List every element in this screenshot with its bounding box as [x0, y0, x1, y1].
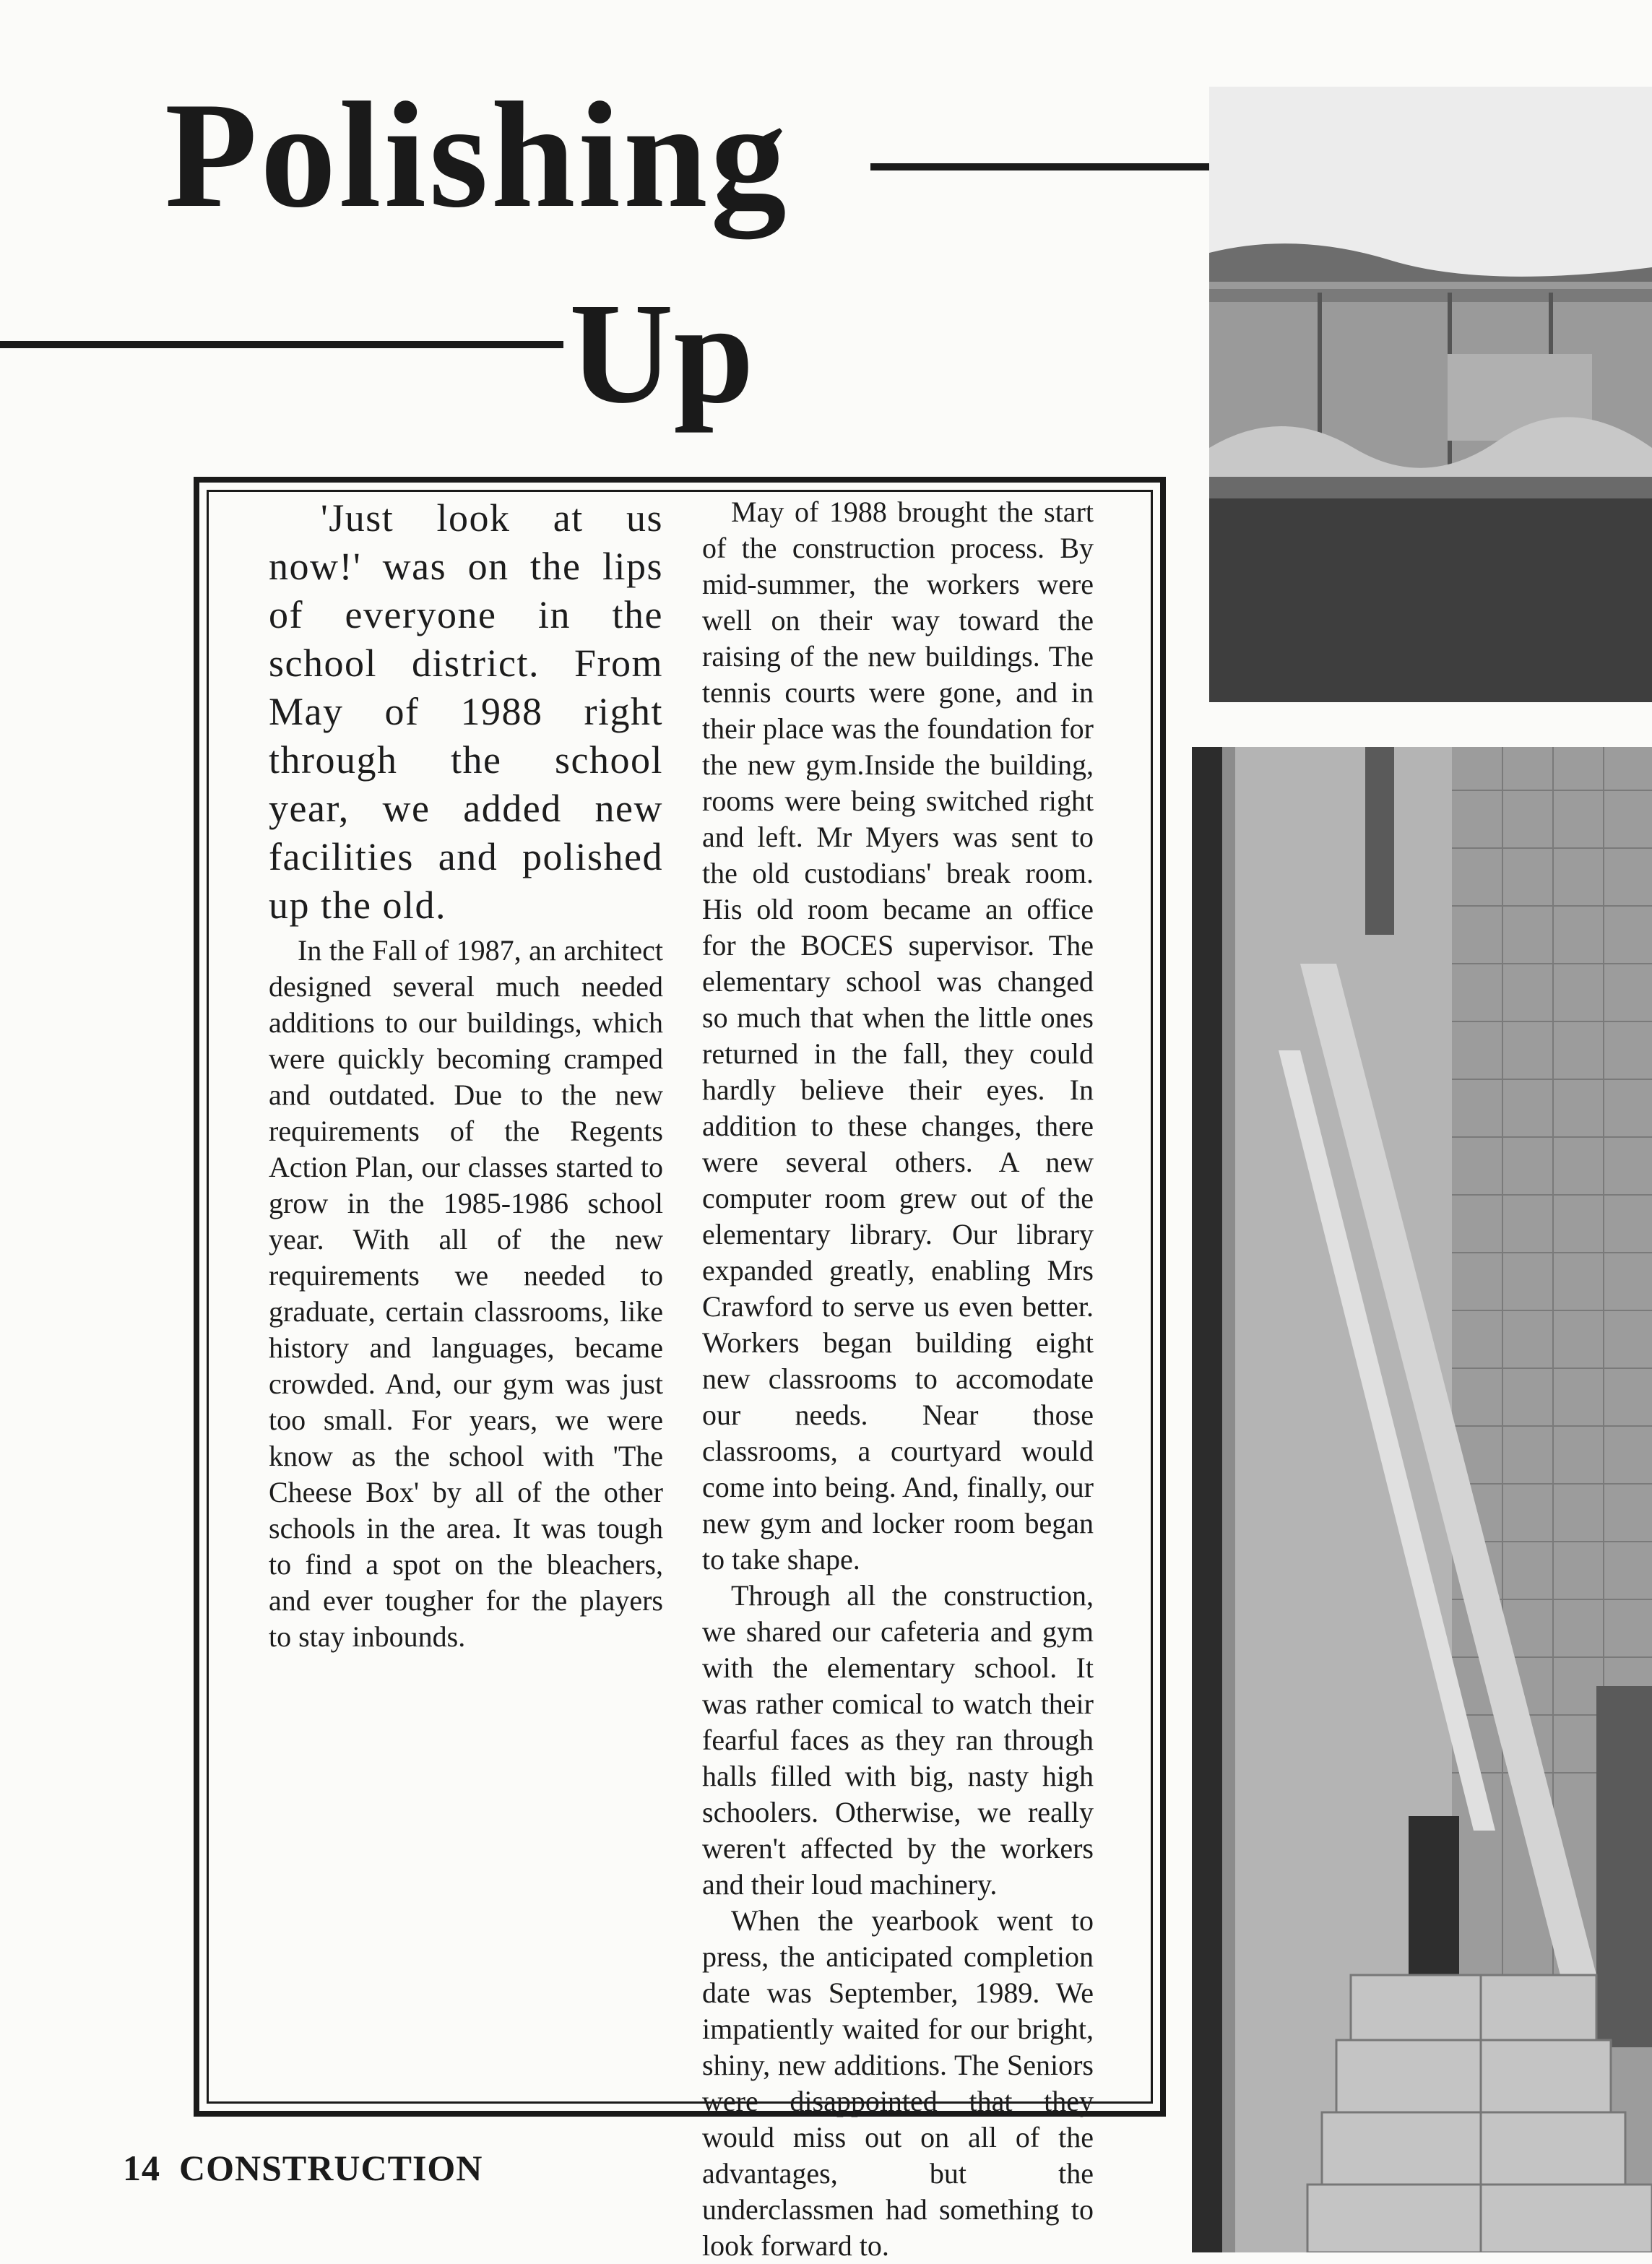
- article-paragraph: Through all the construction, we shared our cafeteria and gym with the elementary school. It was rather comical to watch their fearful faces as they ran through halls filled with big, nasty high schoolers. Otherwise, we really weren't affected by the workers and their loud machinery.: [702, 1579, 1094, 1901]
- article-paragraph: When the yearbook went to press, the anticipated completion date was September, 1989. We impatiently waited for our bright, shiny, new additions. The Seniors were disappointed that they would miss out on all of the advantages, but the underclassmen had something to look forward to.: [702, 1904, 1094, 2262]
- photo-building-exterior: [1209, 87, 1652, 702]
- article-box: [194, 477, 1166, 2262]
- title-word-up: Up: [569, 274, 754, 433]
- photo-gym-interior: [1192, 747, 1652, 2252]
- article-lead: 'Just look at us now!' was on the lips of everyone in the school district. From May of 1988 right through the school year, we added new facilities and polished up the old.: [269, 496, 663, 927]
- title-rule-left: [0, 341, 563, 348]
- section-label: CONSTRUCTION: [179, 2148, 483, 2188]
- article-column-right: [702, 494, 1094, 2264]
- article-paragraph: May of 1988 brought the start of the construction process. By mid-summer, the workers were well on their way toward the raising of the new buildings. The tennis courts were gone, and in their place was the foundation for the new gym.Inside the building, rooms were being switched right and left. Mr Myers was sent to the old custodians' break room. His old room became an office for the BOCES supervisor. The elementary school was changed so much that when the little ones returned in the fall, they could hardly believe their eyes. In addition to these changes, there were several others. A new computer room grew out of the elementary library. Our library expanded greatly, enabling Mrs Crawford to serve us even better. Workers began building eight new classrooms to accomodate our needs. Near those classrooms, a courtyard would come into being. And, finally, our new gym and locker room began to take shape.: [702, 496, 1094, 1576]
- page-footer: [123, 2147, 501, 2189]
- page-number: 14: [123, 2148, 160, 2188]
- article-paragraph: In the Fall of 1987, an architect designed several much needed additions to our buildings, which were quickly becoming cramped and outdated. Due to the new requirements of the Regents Action Plan, our classes started to grow in the 1985-1986 school year. With all of the new requirements we needed to graduate, certain classrooms, like history and languages, became crowded. And, our gym was just too small. For years, we were know as the school with 'The Cheese Box' by all of the other schools in the area. It was tough to find a spot on the bleachers, and ever tougher for the players to stay inbounds.: [269, 934, 663, 1653]
- title-rule-right: [870, 163, 1210, 170]
- title-word-polishing: Polishing: [165, 72, 790, 239]
- article-column-left: [269, 494, 663, 1655]
